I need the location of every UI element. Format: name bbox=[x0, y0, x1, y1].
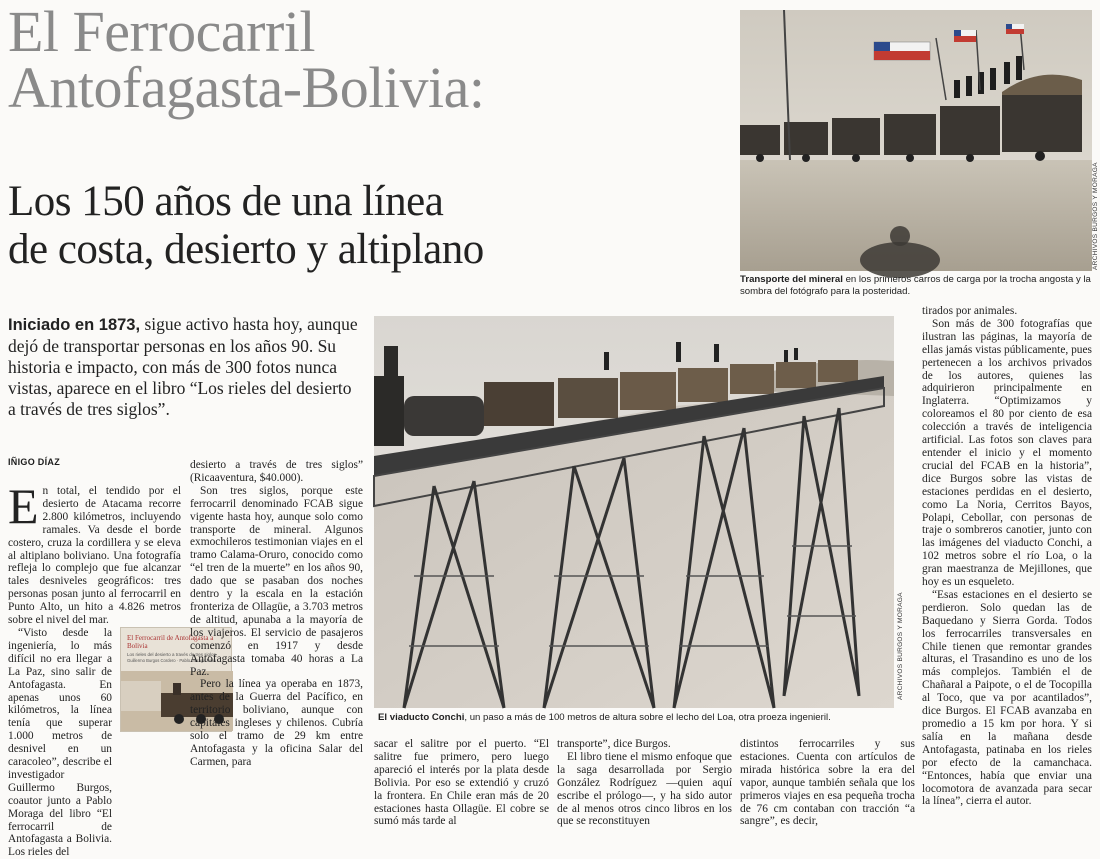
lead-paragraph bbox=[8, 314, 363, 420]
lead-bold: Iniciado en 1873, bbox=[8, 316, 141, 334]
photo-ore-transport-credit: ARCHIVOS BURGOS Y MORAGA bbox=[1092, 162, 1099, 270]
photo-conchi-viaduct bbox=[374, 316, 894, 708]
article-column-2 bbox=[190, 459, 363, 833]
headline-title-line2: Antofagasta-Bolivia: bbox=[8, 55, 485, 120]
article-column-4 bbox=[557, 738, 732, 833]
col6-paragraph-3: “Esas estaciones en el desierto se perdieron. Solo quedan las de Baquedano y Sierra Gorda. Todos los ferrocarriles transversales en Chile tienen que remontar grandes alturas, el Trasandino es uno de los más complejos. También el de Chañaral a Paipote, o el de Tocopilla al Toco, que va por acantilados”, dice Burgos. El FCAB avanzaba en promedio a 15 km por hora. Y si salía en la mañana desde Antofagasta, patinaba en los rieles por efecto de la camanchaca. “Entonces, había que enviar una locomotora de avanzada para secar la línea”, cierra el autor. bbox=[922, 588, 1092, 808]
col5-paragraph-1: distintos ferrocarriles y sus estaciones. Cuenta con artículos de mirada histórica sobre la era del vapor, aunque también señala que los primeros viajes en esa pequeña trocha de 76 cm contaban con tracción “a sangre”, es decir, bbox=[740, 738, 915, 828]
photo-conchi-viaduct-credit: ARCHIVOS BURGOS Y MORAGA bbox=[897, 592, 904, 700]
col4-paragraph-1: transporte”, dice Burgos. bbox=[557, 738, 671, 750]
photo-conchi-viaduct-image bbox=[374, 316, 894, 708]
col4-paragraph-2: El libro tiene el mismo enfoque que la saga desarrollada por Sergio González Rodríguez —quien aquí escribe el prólogo—, y ha sido autor de al menos otros cinco libros en los que se reconstituyen bbox=[557, 750, 732, 828]
photo-ore-transport-caption-text: en los primeros carros de carga por la trocha angosta y la sombra del fotógrafo para la posteridad. bbox=[740, 274, 1091, 297]
book-title: El Ferrocarril de Antofagasta a Bolivia bbox=[127, 634, 214, 650]
col6-paragraph-2: Son más de 300 fotografías que ilustran las páginas, la mayoría de ellas jamás vistas públicamente, pues pertenecen a los archivos privados de los autores, quienes las adquirieron principalmente en Inglaterra. “Optimizamos y coloreamos el 80 por ciento de esa colección a través de inteligencia artificial. Las fotos son claves para entender el inicio y el momento crucial del FCAB en la historia”, dice Burgos sobre las vistas de estaciones perdidas en el desierto, como La Noria, Cerritos Bayos, Polapi, Cebollar, con personas de traje o sombreros canotier, junto con las imágenes del viaducto Conchi, a 102 metros sobre el río Loa, o la gran maestranza de Mejillones, que hoy es un esqueleto. bbox=[922, 317, 1092, 589]
col1-paragraph-1-text: n total, el tendido por el desierto de Atacama recorre 2.800 kilómetros, incluyendo ramales. Va desde el borde costero, cruza la cordillera y se eleva al altiplano boliviano. Una fotografía refleja lo complejo que fue alcanzar tales desniveles geográficos: tres personas posan junto al ferrocarril en Punto Alto, un hito a 4.826 metros sobre el nivel del mar. bbox=[8, 485, 181, 627]
headline-title-line1: El Ferrocarril bbox=[8, 0, 316, 64]
col2-paragraph-3: Pero la línea ya operaba en 1873, antes de la Guerra del Pacífico, en territorio boliviano, aunque con capitales ingleses y chilenos. Cubría solo el tramo de 29 km entre Antofagasta y la oficina Salar del Carmen, para bbox=[190, 678, 363, 768]
col2-paragraph-1: desierto a través de tres siglos” (Ricaaventura, $40.000). bbox=[190, 459, 363, 484]
article-column-3 bbox=[374, 738, 549, 833]
col1-paragraph-2 bbox=[8, 627, 112, 859]
article-column-5 bbox=[740, 738, 915, 833]
headline-subtitle-line1: Los 150 años de una línea bbox=[8, 178, 444, 225]
drop-cap: E bbox=[8, 478, 39, 534]
article-column-6 bbox=[922, 305, 1092, 833]
col6-paragraph-1: tirados por animales. bbox=[922, 305, 1018, 317]
col1-paragraph-2-text: “Visto desde la ingeniería, lo más difícil no era llegar a La Paz, sino salir de Antofagasta. En apenas unos 60 kilómetros, la línea tenía que superar 1.000 metros de desnivel en un caracoleo”, describe el investigador Guillermo Burgos, coautor junto a Pablo Moraga del libro “El ferrocarril de Antofagasta a Bolivia. Los rieles del bbox=[8, 626, 112, 859]
headline-subtitle-line2: de costa, desierto y altiplano bbox=[8, 226, 484, 273]
book-authors: Guillermo Burgos Cordero · Pablo Moraga Feliú bbox=[127, 658, 216, 663]
book-subtitle: Los rieles del desierto a través de tres siglos bbox=[127, 652, 216, 657]
photo-conchi-viaduct-caption-text: , un paso a más de 100 metros de altura sobre el lecho del Loa, otra proeza ingenieril. bbox=[464, 712, 831, 723]
col3-paragraph-1: sacar el salitre por el puerto. “El salitre fue primero, pero luego apareció el interés por la plata desde Bolivia. Por eso se extendió y cruzó la frontera. En Chile eran más de 20 estaciones hasta Ollagüe. El cobre se sumó más tarde al bbox=[374, 738, 549, 828]
col2-paragraph-2: Son tres siglos, porque este ferrocarril denominado FCAB sigue vigente hasta hoy, aunque solo como transporte de mineral. Algunos exmochileros testimonian viajes en el tramo Calama-Oruro, conocido como “el tren de la muerte” en los años 90, dado que se pasaban dos noches dentro y la escala en la estación fronteriza de Ollagüe, a 3.703 metros de altitud, apunaba a la mayoría de los viajeros. El servicio de pasajeros comenzó en 1917 y desde Antofagasta tomaba 40 horas a La Paz. bbox=[190, 484, 363, 678]
photo-ore-transport-caption-bold: Transporte del mineral bbox=[740, 274, 843, 285]
photo-ore-transport-image bbox=[740, 10, 1092, 271]
photo-ore-transport bbox=[740, 10, 1092, 271]
photo-conchi-viaduct-caption bbox=[378, 712, 898, 724]
headline-title bbox=[8, 0, 728, 120]
article-column-1 bbox=[8, 478, 181, 859]
photo-conchi-viaduct-caption-bold: El viaducto Conchi bbox=[378, 712, 465, 723]
byline: IÑIGO DÍAZ bbox=[8, 457, 60, 467]
photo-ore-transport-caption bbox=[740, 274, 1092, 297]
col1-paragraph-1 bbox=[8, 478, 181, 627]
headline-subtitle bbox=[8, 178, 728, 274]
lead-text: sigue activo hasta hoy, aunque dejó de transportar personas en los años 90. Su historia e impacto, con más de 300 fotos nunca vistas, aparece en el libro “Los rieles del desierto a través de tres siglos”. bbox=[8, 314, 358, 419]
